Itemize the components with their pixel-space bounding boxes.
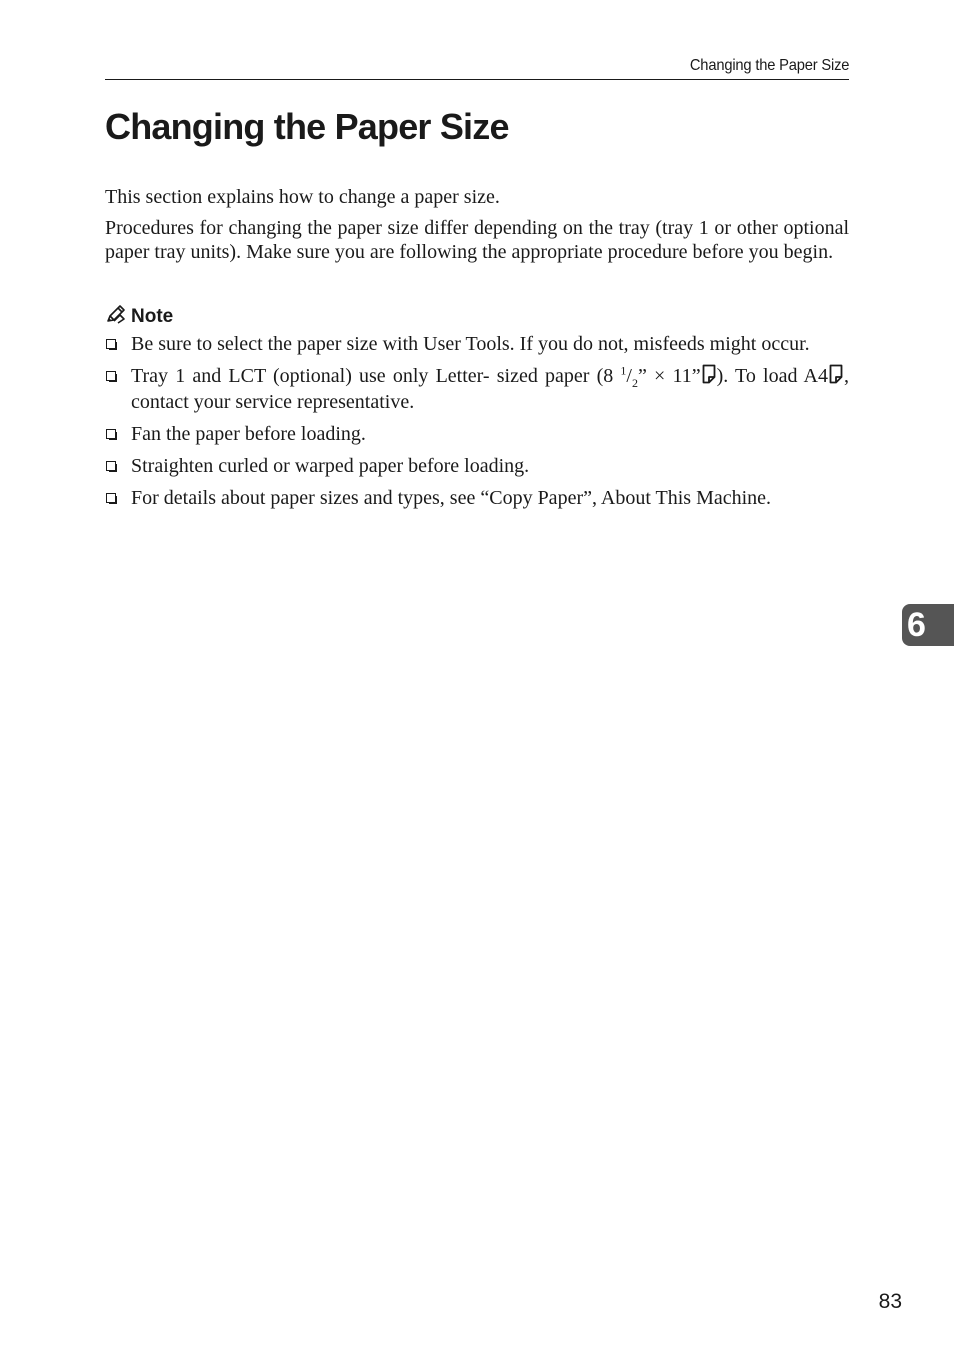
note-item-text: Be sure to select the paper size with User Tools. If you do not, misfeeds might occur. [131, 333, 810, 355]
chapter-tab [902, 604, 954, 646]
header-rule [105, 79, 849, 80]
fraction: $^1/_2$ [620, 363, 638, 390]
note-heading [105, 304, 173, 330]
note-list [105, 332, 849, 518]
procedure-paragraph: Procedures for changing the paper size differ depending on the tray (tray 1 or other optional paper tray units). Make sure you are following the appropriate procedure before you begin. [105, 217, 849, 263]
note-item [105, 486, 849, 510]
portrait-paper-icon [702, 364, 716, 390]
checkbox-bullet-icon [106, 429, 116, 439]
checkbox-bullet-icon [106, 339, 116, 349]
note-item-text: Fan the paper before loading. [131, 423, 366, 445]
running-head: Changing the Paper Size [689, 57, 849, 74]
portrait-paper-icon [829, 364, 843, 390]
note-item [105, 332, 849, 356]
note-item [105, 364, 849, 414]
note-item [105, 454, 849, 478]
note-item-text: Tray 1 and LCT (optional) use only Letter- sized paper (8 $^1/_2$” × 11” ). To load A4 , contact your service representative. [131, 363, 849, 413]
chapter-number: 6 [907, 605, 926, 644]
note-item [105, 422, 849, 446]
page-number: 83 [878, 1290, 902, 1313]
checkbox-bullet-icon [106, 493, 116, 503]
intro-paragraph: This section explains how to change a paper size. [105, 186, 500, 208]
pencil-icon [105, 304, 131, 330]
note-item-text: For details about paper sizes and types, see “Copy Paper”, About This Machine. [131, 487, 772, 509]
page-title: Changing the Paper Size [105, 106, 509, 147]
checkbox-bullet-icon [106, 371, 116, 381]
checkbox-bullet-icon [106, 461, 116, 471]
note-label: Note [131, 306, 174, 327]
note-item-text: Straighten curled or warped paper before loading. [131, 455, 530, 477]
